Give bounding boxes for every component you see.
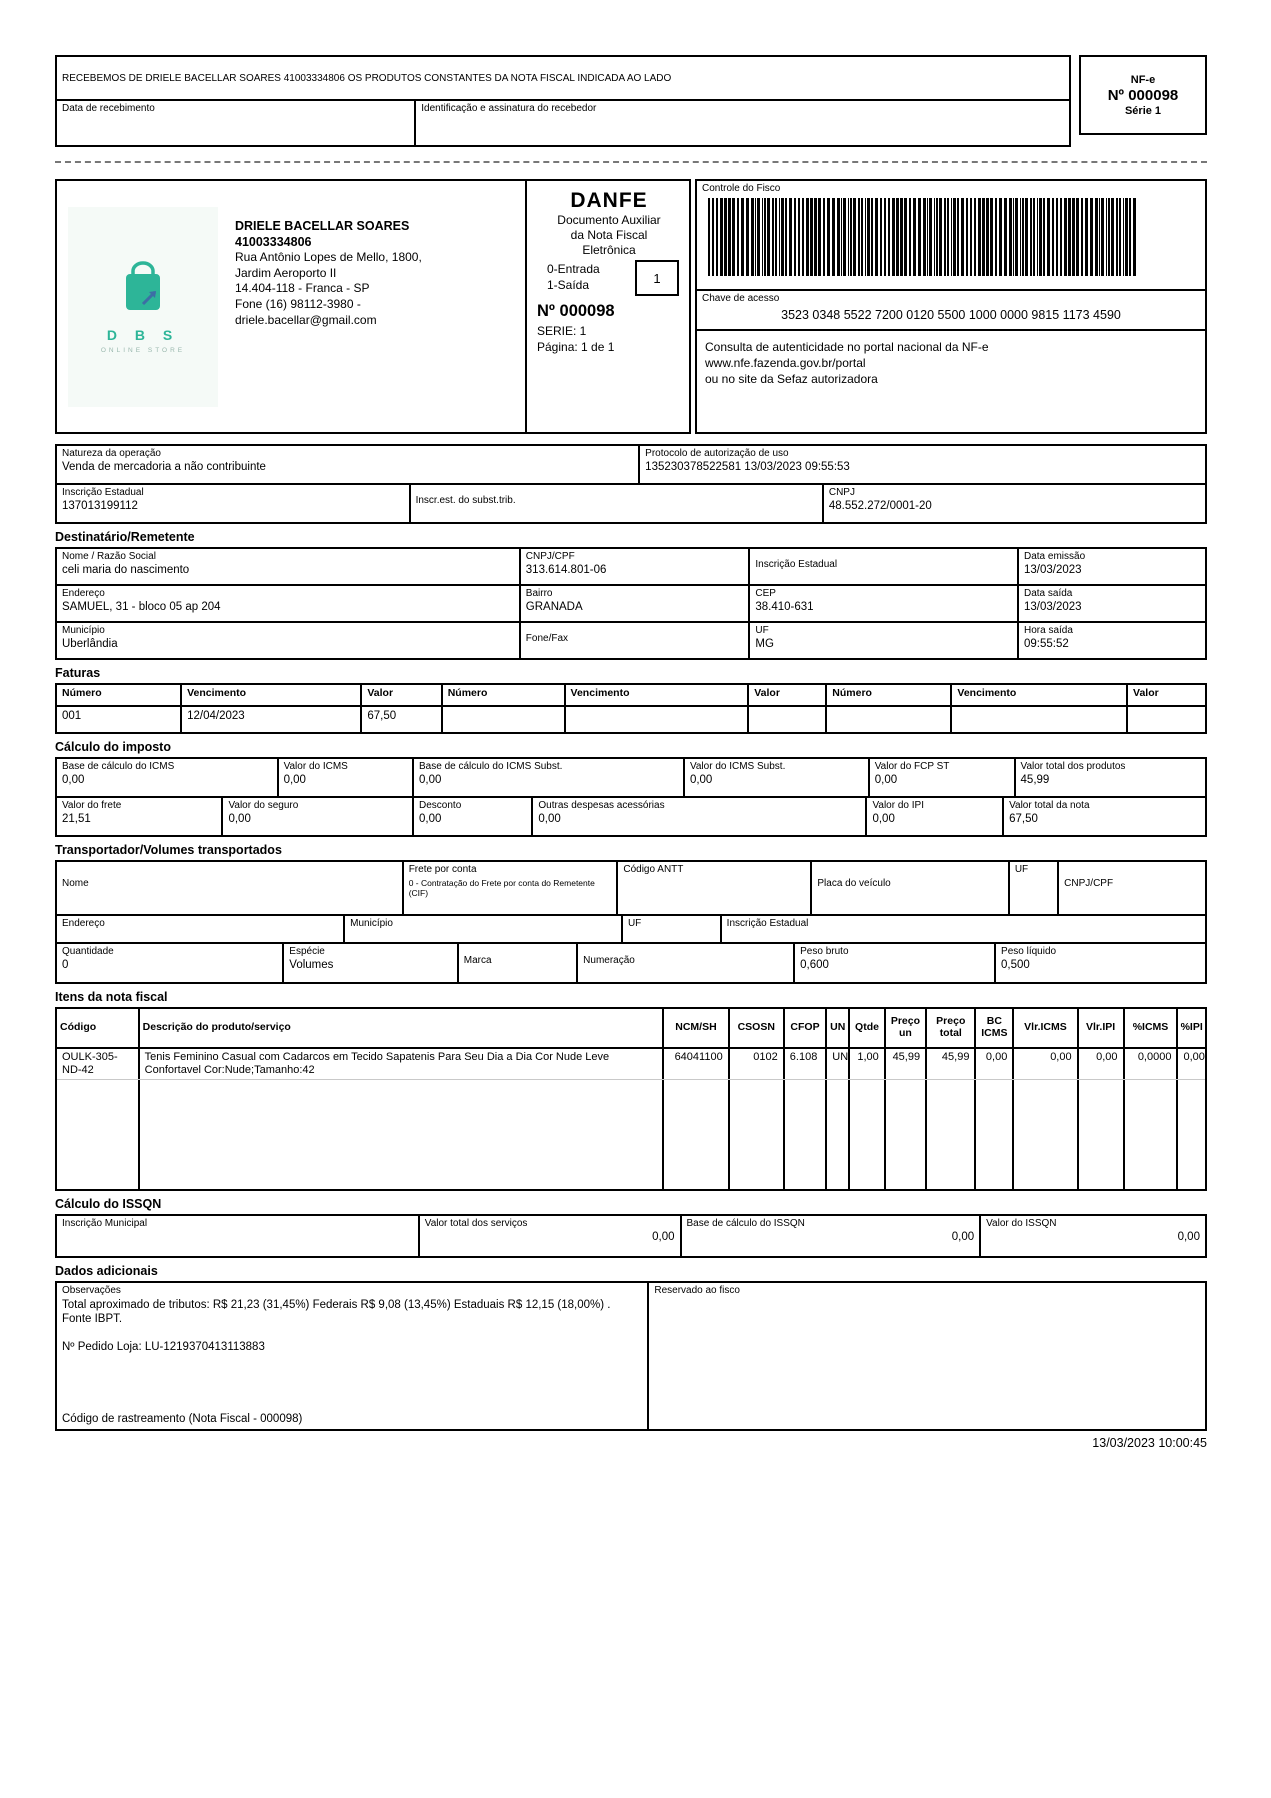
recipient-name-cell [57, 549, 521, 584]
items-col-bc-icms: BC ICMS [976, 1009, 1014, 1047]
bc-icms-subst-cell [414, 759, 685, 796]
emission-date-value: 13/03/2023 [1024, 563, 1082, 576]
item-cfop: 6.108 [785, 1049, 827, 1079]
inscricao-municipal-label: Inscrição Municipal [62, 1218, 148, 1229]
recipient-address-label: Endereço [62, 588, 105, 599]
consulta-line-1: Consulta de autenticidade no portal nacional da NF-e [705, 340, 989, 354]
desconto-value: 0,00 [419, 812, 442, 825]
valor-ipi-value: 0,00 [872, 812, 895, 825]
receipt-stub-section [55, 55, 1207, 147]
logo-initials: D B S [106, 326, 180, 343]
items-col-vlr-ipi: Vlr.IPI [1079, 1009, 1125, 1047]
item-ncm: 64041100 [664, 1049, 729, 1079]
bc-icms-subst-value: 0,00 [419, 773, 442, 786]
freight-type-cell [404, 862, 619, 914]
gross-weight-value: 0,600 [800, 958, 829, 971]
cnpj-value: 48.552.272/0001-20 [828, 499, 932, 512]
species-label: Espécie [289, 946, 325, 957]
item-pct-ipi: 0,00 [1183, 1051, 1205, 1063]
brand-label: Marca [463, 955, 492, 966]
receipt-date-cell [57, 101, 416, 145]
freight-type-label: Frete por conta [408, 864, 477, 875]
consulta-line-2: www.nfe.fazenda.gov.br/portal [705, 356, 866, 371]
protocolo-cell [640, 446, 1205, 483]
valor-frete-cell [57, 798, 223, 835]
tracking-code-note: Código de rastreamento (Nota Fiscal - 000098) [62, 1413, 303, 1425]
invoice-col-valor: Valor [754, 687, 780, 699]
tax-section-title: Cálculo do imposto [55, 740, 171, 754]
danfe-entrada-option: 0-Entrada [547, 262, 600, 277]
recipient-city-value: Uberlândia [62, 637, 118, 650]
emitter-registration: 41003334806 [235, 234, 312, 249]
valor-total-produtos-cell [1016, 759, 1205, 796]
desconto-cell [414, 798, 533, 835]
invoice-col-numero: Número [62, 687, 102, 699]
item-description: Tenis Feminino Casual com Cadarcos em Tecido Sapatenis Para Seu Dia a Dia Cor Nude Leve Confortavel Cor:Nude;Tamanho:42 [140, 1049, 665, 1079]
danfe-page [55, 0, 1207, 1450]
receipt-statement: RECEBEMOS DE DRIELE BACELLAR SOARES 41003334806 OS PRODUTOS CONSTANTES DA NOTA FISCAL INDICADA AO LADO [57, 57, 1069, 101]
header-section [55, 179, 1207, 434]
recipient-uf-value: MG [755, 637, 774, 650]
numbering-cell [578, 944, 795, 982]
outras-despesas-label: Outras despesas acessórias [538, 800, 665, 811]
inscricao-municipal-cell [57, 1216, 420, 1256]
desconto-label: Desconto [419, 800, 462, 811]
item-csosn: 0102 [730, 1049, 785, 1079]
valor-icms-subst-value: 0,00 [689, 773, 713, 786]
carrier-city-cell [345, 916, 623, 942]
invoices-header-row [57, 685, 1205, 705]
item-vlr-ipi: 0,00 [1079, 1049, 1125, 1079]
brand-cell [459, 944, 578, 982]
recipient-city-label: Município [62, 625, 105, 636]
carrier-uf2-label: UF [627, 918, 642, 929]
emission-date-label: Data emissão [1024, 551, 1086, 562]
valor-servicos-cell [420, 1216, 682, 1256]
carrier-name-label: Nome [62, 878, 89, 889]
logo-subtitle: ONLINE STORE [100, 346, 186, 354]
base-issqn-value: 0,00 [951, 1230, 975, 1243]
valor-seguro-label: Valor do seguro [228, 800, 299, 811]
chave-acesso-value: 3523 0348 5522 7200 0120 5500 1000 0000 9815 1173 4590 [781, 307, 1121, 322]
additional-data-section-title: Dados adicionais [55, 1264, 158, 1278]
emitter-address-line2: Jardim Aeroporto II [235, 265, 337, 280]
valor-total-produtos-label: Valor total dos produtos [1020, 761, 1126, 772]
gross-weight-cell [795, 944, 996, 982]
items-col-qtde: Qtde [850, 1009, 886, 1047]
danfe-subtitle-1: Documento Auxiliar [557, 213, 661, 227]
danfe-title: DANFE [570, 189, 648, 212]
recipient-district-cell [521, 586, 751, 621]
departure-date-label: Data saída [1024, 588, 1073, 599]
valor-icms-subst-cell [685, 759, 870, 796]
departure-time-value: 09:55:52 [1024, 637, 1069, 650]
invoices-table [55, 683, 1207, 734]
invoice-col-numero: Número [447, 687, 488, 699]
item-un: UN [827, 1049, 850, 1079]
items-body [57, 1047, 1205, 1189]
gross-weight-label: Peso bruto [800, 946, 849, 957]
antt-code-cell [618, 862, 812, 914]
emitter-logo [68, 207, 218, 407]
print-timestamp: 13/03/2023 10:00:45 [1092, 1436, 1207, 1450]
chave-acesso-label: Chave de acesso [702, 293, 780, 304]
store-order-number: Nº Pedido Loja: LU-1219370413113883 [62, 1341, 265, 1354]
items-col-un: UN [827, 1009, 850, 1047]
valor-seguro-cell [223, 798, 414, 835]
carrier-address-label: Endereço [62, 918, 105, 929]
invoice-due-date: 12/04/2023 [187, 710, 245, 722]
controle-fisco-cell [697, 181, 1205, 289]
valor-ipi-cell [867, 798, 1004, 835]
nfe-number-box [1079, 55, 1207, 135]
carrier-address-cell [57, 916, 345, 942]
item-code: OULK-305-ND-42 [57, 1049, 140, 1079]
carrier-table [55, 860, 1207, 984]
items-section-title: Itens da nota fiscal [55, 990, 168, 1004]
valor-total-nota-value: 67,50 [1009, 812, 1038, 825]
valor-fcp-st-value: 0,00 [874, 773, 898, 786]
vehicle-plate-cell [812, 862, 1009, 914]
invoice-col-numero: Número [832, 687, 872, 699]
controle-fisco-label: Controle do Fisco [702, 183, 781, 194]
emission-date-cell [1019, 549, 1205, 584]
item-total-price: 45,99 [927, 1049, 976, 1079]
quantity-label: Quantidade [62, 946, 114, 957]
emitter-phone: Fone (16) 98112-3980 - [235, 297, 361, 312]
recipient-cep-cell [750, 586, 1019, 621]
emitter-logo-area [57, 181, 229, 432]
freight-type-value: 0 - Contratação do Frete por conta do Remetente (CIF) [408, 877, 595, 899]
item-qty: 1,00 [850, 1049, 886, 1079]
recipient-district-value: GRANADA [525, 600, 583, 613]
valor-total-nota-cell [1004, 798, 1205, 835]
valor-issqn-label: Valor do ISSQN [986, 1218, 1057, 1229]
additional-data-table [55, 1281, 1207, 1431]
item-vlr-icms: 0,00 [1014, 1049, 1078, 1079]
nfe-series: Série 1 [1124, 104, 1162, 117]
invoice-col-vencimento: Vencimento [570, 687, 630, 699]
valor-fcp-st-cell [870, 759, 1016, 796]
valor-seguro-value: 0,00 [228, 812, 251, 825]
items-col-preco-un: Preço un [886, 1009, 927, 1047]
recipient-cep-value: 38.410-631 [755, 600, 814, 613]
issqn-table [55, 1214, 1207, 1258]
protocolo-value: 135230378522581 13/03/2023 09:55:53 [645, 460, 850, 473]
carrier-ie-label: Inscrição Estadual [726, 918, 809, 929]
items-col-pct-ipi: %IPI [1180, 1021, 1203, 1034]
inscricao-subst-label: Inscr.est. do subst.trib. [415, 495, 516, 506]
tax-table [55, 757, 1207, 837]
bc-icms-subst-label: Base de cálculo do ICMS Subst. [419, 761, 563, 772]
consulta-autenticidade-cell [697, 329, 1205, 432]
valor-issqn-cell [981, 1216, 1205, 1256]
receipt-signature-cell [416, 101, 1069, 145]
nfe-number: Nº 000098 [1107, 86, 1179, 104]
valor-total-produtos-value: 45,99 [1020, 773, 1050, 786]
cut-line-separator [55, 161, 1207, 163]
carrier-uf-cell [1010, 862, 1059, 914]
reserved-fisco-label: Reservado ao fisco [654, 1285, 740, 1296]
valor-icms-value: 0,00 [283, 773, 306, 786]
danfe-panel [525, 181, 689, 432]
invoice-col-valor: Valor [1133, 687, 1159, 699]
chave-acesso-cell [697, 289, 1205, 329]
danfe-subtitle-3: Eletrônica [582, 243, 636, 257]
net-weight-cell [996, 944, 1205, 982]
recipient-name-value: celi maria do nascimento [62, 563, 190, 576]
departure-date-cell [1019, 586, 1205, 621]
items-col-vlr-icms: Vlr.ICMS [1014, 1009, 1078, 1047]
recipient-table [55, 547, 1207, 660]
recipient-uf-cell [750, 623, 1019, 658]
items-col-preco-total: Preço total [927, 1009, 976, 1047]
recipient-phone-label: Fone/Fax [525, 633, 569, 644]
recipient-city-cell [57, 623, 521, 658]
natureza-operacao-cell [57, 446, 640, 483]
recipient-cpf-label: CNPJ/CPF [525, 551, 575, 562]
tax-total-note: Total aproximado de tributos: R$ 21,23 (31,45%) Federais R$ 9,08 (13,45%) Estaduais R$ 12,15 (18,00%) . Fonte IBPT. [62, 1298, 611, 1326]
base-issqn-label: Base de cálculo do ISSQN [686, 1218, 805, 1229]
reserved-fisco-cell [649, 1283, 1205, 1429]
net-weight-value: 0,500 [1001, 958, 1030, 971]
species-cell [284, 944, 458, 982]
recipient-address-value: SAMUEL, 31 - bloco 05 ap 204 [62, 600, 221, 613]
recipient-cpf-cell [521, 549, 751, 584]
danfe-saida-option: 1-Saída [547, 278, 590, 292]
danfe-tipo-box: 1 [635, 260, 679, 296]
receipt-date-label: Data de recebimento [62, 103, 155, 114]
invoice-col-vencimento: Vencimento [957, 687, 1017, 699]
cnpj-label: CNPJ [828, 487, 855, 498]
items-col-ncm: NCM/SH [664, 1009, 729, 1047]
invoice-number: 001 [62, 710, 82, 722]
carrier-cnpj-cell [1059, 862, 1205, 914]
quantity-cell [57, 944, 284, 982]
items-col-pct-icms: %ICMS [1125, 1009, 1179, 1047]
species-value: Volumes [289, 958, 334, 971]
valor-frete-label: Valor do frete [62, 800, 122, 811]
operation-table [55, 444, 1207, 524]
items-col-codigo: Código [57, 1009, 140, 1047]
valor-icms-cell [279, 759, 414, 796]
cnpj-cell [824, 485, 1205, 522]
inscricao-estadual-label: Inscrição Estadual [62, 487, 144, 498]
valor-frete-value: 21,51 [62, 812, 91, 825]
items-header-row [57, 1009, 1205, 1047]
recipient-address-cell [57, 586, 521, 621]
emitter-address-line1: Rua Antônio Lopes de Mello, 1800, [235, 250, 422, 265]
recipient-phone-cell [521, 623, 751, 658]
items-col-cfop: CFOP [785, 1009, 827, 1047]
recipient-district-label: Bairro [525, 588, 553, 599]
danfe-number: Nº 000098 [537, 302, 615, 320]
inscricao-subst-cell [411, 485, 824, 522]
invoices-section-title: Faturas [55, 666, 101, 680]
recipient-name-label: Nome / Razão Social [62, 551, 156, 562]
inscricao-estadual-cell [57, 485, 411, 522]
bc-icms-value: 0,00 [62, 773, 85, 786]
items-col-csosn: CSOSN [730, 1009, 785, 1047]
protocolo-label: Protocolo de autorização de uso [645, 448, 789, 459]
items-table [55, 1007, 1207, 1191]
nfe-label: NF-e [1130, 73, 1156, 86]
recipient-ie-cell [750, 549, 1019, 584]
recipient-uf-label: UF [755, 625, 769, 636]
invoice-col-valor: Valor [367, 687, 394, 699]
carrier-name-cell [57, 862, 404, 914]
antt-code-label: Código ANTT [623, 864, 684, 875]
departure-date-value: 13/03/2023 [1024, 600, 1082, 613]
carrier-uf2-cell [623, 916, 722, 942]
quantity-value: 0 [62, 958, 69, 971]
valor-ipi-label: Valor do IPI [872, 800, 924, 811]
carrier-cnpj-label: CNPJ/CPF [1064, 878, 1114, 889]
bc-icms-cell [57, 759, 279, 796]
departure-time-label: Hora saída [1024, 625, 1073, 636]
recipient-section-title: Destinatário/Remetente [55, 530, 195, 544]
valor-servicos-value: 0,00 [652, 1230, 675, 1243]
invoice-row [57, 705, 1205, 732]
recipient-ie-label: Inscrição Estadual [755, 559, 838, 570]
access-key-barcode [708, 198, 1194, 276]
item-unit-price: 45,99 [886, 1049, 927, 1079]
valor-icms-subst-label: Valor do ICMS Subst. [689, 761, 786, 772]
observations-cell [57, 1283, 649, 1429]
item-bc-icms: 0,00 [976, 1049, 1014, 1079]
departure-time-cell [1019, 623, 1205, 658]
natureza-operacao-label: Natureza da operação [62, 448, 161, 459]
observations-label: Observações [62, 1285, 121, 1296]
issqn-section-title: Cálculo do ISSQN [55, 1197, 162, 1211]
outras-despesas-cell [533, 798, 867, 835]
receipt-stub-box [55, 55, 1071, 147]
recipient-cpf-value: 313.614.801-06 [525, 563, 607, 576]
item-row [57, 1049, 1205, 1080]
base-issqn-cell [682, 1216, 982, 1256]
natureza-operacao-value: Venda de mercadoria a não contribuinte [62, 460, 266, 473]
emitter-info [229, 181, 525, 432]
carrier-city-label: Município [350, 918, 393, 929]
receipt-signature-label: Identificação e assinatura do recebedor [421, 103, 597, 114]
vehicle-plate-label: Placa do veículo [817, 878, 891, 889]
items-col-descricao: Descrição do produto/serviço [140, 1009, 665, 1047]
shopping-bag-icon [117, 260, 169, 321]
emitter-address-line3: 14.404-118 - Franca - SP [235, 281, 370, 296]
bc-icms-label: Base de cálculo do ICMS [62, 761, 175, 772]
net-weight-label: Peso líquido [1001, 946, 1057, 957]
consulta-line-3: ou no site da Sefaz autorizadora [705, 372, 878, 387]
outras-despesas-value: 0,00 [538, 812, 561, 825]
invoice-col-vencimento: Vencimento [187, 687, 247, 699]
danfe-subtitle-2: da Nota Fiscal [570, 228, 648, 242]
emitter-name: DRIELE BACELLAR SOARES [235, 219, 410, 233]
emitter-box [55, 179, 691, 434]
carrier-uf-label: UF [1014, 864, 1029, 875]
valor-total-nota-label: Valor total da nota [1009, 800, 1090, 811]
fisco-panel [695, 179, 1207, 434]
danfe-page-indicator: Página: 1 de 1 [537, 340, 615, 354]
emitter-email: driele.bacellar@gmail.com [235, 312, 377, 327]
valor-issqn-value: 0,00 [1177, 1230, 1200, 1243]
valor-icms-label: Valor do ICMS [283, 761, 348, 772]
carrier-ie-cell [722, 916, 1205, 942]
item-pct-icms: 0,0000 [1125, 1049, 1179, 1079]
invoice-amount: 67,50 [367, 710, 397, 722]
numbering-label: Numeração [583, 955, 635, 966]
valor-servicos-label: Valor total dos serviços [424, 1218, 528, 1229]
items-empty-space [57, 1080, 1205, 1189]
carrier-section-title: Transportador/Volumes transportados [55, 843, 282, 857]
valor-fcp-st-label: Valor do FCP ST [874, 761, 950, 772]
inscricao-estadual-value: 137013199112 [62, 499, 138, 512]
recipient-cep-label: CEP [755, 588, 776, 599]
danfe-serie: SERIE: 1 [537, 324, 587, 338]
